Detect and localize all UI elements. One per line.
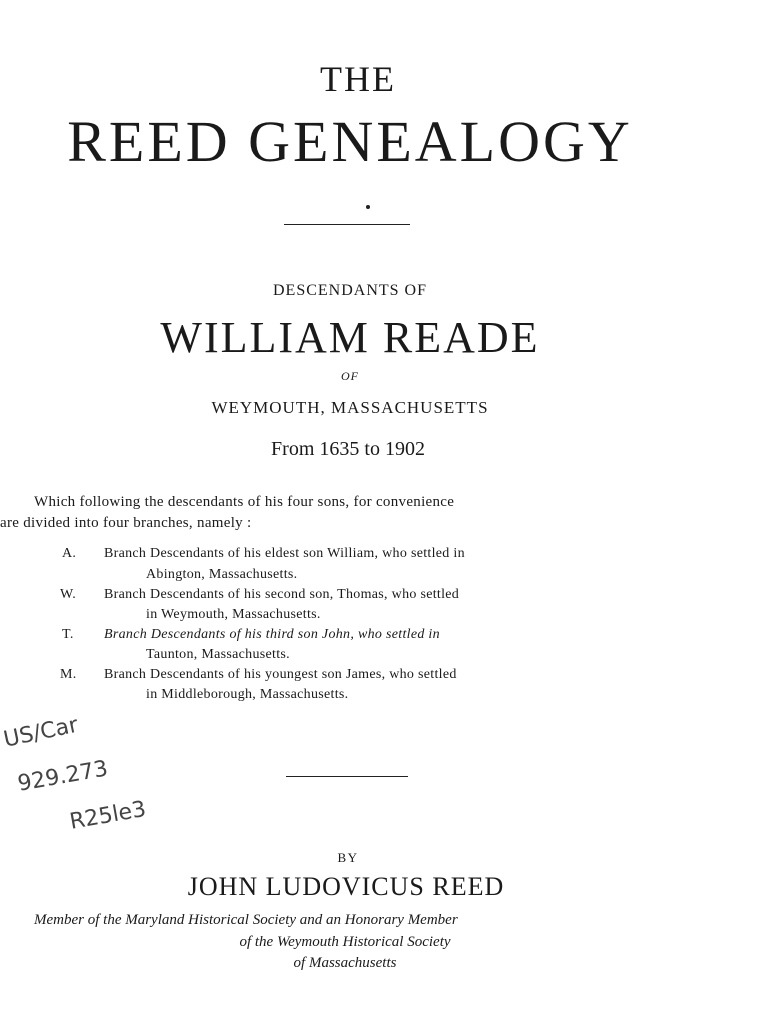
divider-rule bbox=[284, 224, 410, 225]
author-name: JOHN LUDOVICUS REED bbox=[187, 872, 505, 901]
intro-line-2: are divided into four branches, namely : bbox=[0, 515, 252, 531]
branch-a-line-2: Abington, Massachusetts. bbox=[146, 567, 298, 582]
intro-line-1: Which following the descendants of his four sons, for convenience bbox=[34, 494, 455, 510]
membership-line-1: Member of the Maryland Historical Society and an Honorary Member bbox=[34, 912, 458, 928]
descendants-of-label: DESCENDANTS OF bbox=[272, 282, 427, 299]
membership-line-3: of Massachusetts bbox=[293, 955, 397, 971]
branch-letter-a: A. bbox=[62, 546, 77, 561]
branch-letter-m: M. bbox=[60, 667, 77, 682]
branch-t-line-1: Branch Descendants of his third son John, who settled in bbox=[104, 627, 440, 642]
divider-rule-2 bbox=[286, 776, 408, 777]
ornament-dot bbox=[366, 205, 370, 209]
handwritten-note-line-2: 929.273 bbox=[15, 756, 110, 797]
branch-letter-t: T. bbox=[62, 627, 74, 642]
title-the: THE bbox=[320, 59, 396, 99]
branch-m-line-1: Branch Descendants of his youngest son James, who settled bbox=[104, 667, 457, 682]
membership-line-2: of the Weymouth Historical Society bbox=[239, 934, 451, 950]
branch-w-line-2: in Weymouth, Massachusetts. bbox=[146, 607, 321, 622]
of-label: OF bbox=[341, 369, 359, 383]
ancestor-name: WILLIAM READE bbox=[160, 313, 540, 362]
branch-a-line-1: Branch Descendants of his eldest son William, who settled in bbox=[104, 546, 465, 561]
handwritten-note-line-3: R25le3 bbox=[67, 796, 148, 835]
branch-m-line-2: in Middleborough, Massachusetts. bbox=[146, 687, 349, 702]
book-title: REED GENEALOGY bbox=[67, 109, 633, 174]
branch-w-line-1: Branch Descendants of his second son, Thomas, who settled bbox=[104, 587, 460, 602]
branch-t-line-2: Taunton, Massachusetts. bbox=[146, 647, 290, 662]
year-range: From 1635 to 1902 bbox=[271, 438, 425, 460]
branch-letter-w: W. bbox=[60, 587, 77, 602]
place-label: WEYMOUTH, MASSACHUSETTS bbox=[211, 398, 489, 417]
handwritten-note-line-1: US/Car bbox=[1, 712, 81, 753]
by-label: BY bbox=[337, 850, 359, 865]
